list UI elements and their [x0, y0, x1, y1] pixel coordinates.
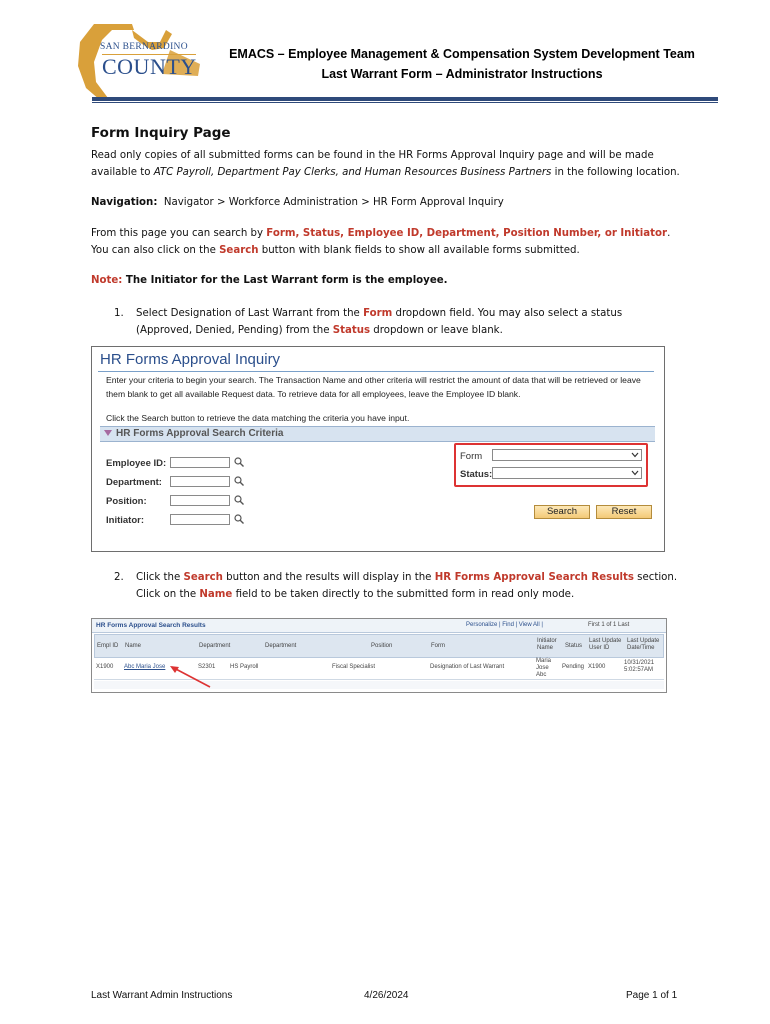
- note-line: [91, 272, 691, 289]
- initiator-search-icon[interactable]: [234, 514, 244, 524]
- step-1-part: dropdown field. You may also select a status (Approved, Denied, Pending) from the: [136, 308, 623, 336]
- step-2-results-word: HR Forms Approval Search Results: [434, 572, 634, 583]
- results-title: HR Forms Approval Search Results: [96, 622, 206, 629]
- footer-page-number: Page 1 of 1: [626, 990, 678, 1001]
- results-toolbar[interactable]: Personalize | Find | View All |: [466, 622, 543, 628]
- cell-emplid: X1900: [96, 664, 114, 670]
- status-label: Status:: [460, 469, 493, 480]
- col-update-time: Last Update Date/Time: [627, 638, 660, 651]
- county-logo: [72, 22, 212, 102]
- chevron-down-icon: [631, 470, 639, 476]
- cell-position: Fiscal Specialist: [332, 664, 376, 670]
- form-label: Form: [460, 451, 483, 462]
- step-1-status-word: Status: [332, 325, 371, 336]
- cell-department: S2301: [198, 664, 216, 670]
- step-1-form-word: Form: [363, 308, 393, 319]
- red-arrow-icon: [166, 663, 216, 691]
- col-department: Department: [199, 643, 231, 649]
- search-text-1: From this page you can search by: [91, 228, 267, 239]
- cell-initiator: Maria Jose Abc: [536, 658, 552, 678]
- intro-text-2: in the following location.: [551, 167, 680, 178]
- step-2-search-word: Search: [183, 572, 223, 583]
- intro-text-1: Read only copies of all submitted forms can be found in the HR Forms Approval Inquiry page and will be made available to: [91, 150, 654, 178]
- cell-form: Designation of Last Warrant: [430, 664, 505, 670]
- col-form: Form: [431, 643, 445, 649]
- step-2-part: field to be taken directly to the submitted form in read only mode.: [232, 589, 575, 600]
- results-header-row: [94, 634, 664, 658]
- cell-status: Pending: [562, 664, 585, 670]
- initiator-label: Initiator:: [106, 515, 144, 526]
- reset-button[interactable]: Reset: [596, 505, 652, 519]
- col-department-desc: Department: [265, 643, 297, 649]
- inquiry-description: Enter your criteria to begin your search. The Transaction Name and other criteria will restrict the amount of data that will be retrieved or leave them blank to get all available Request data. To retrieve data for all employees, leave the Employee ID blank.: [106, 375, 641, 399]
- position-search-icon[interactable]: [234, 495, 244, 505]
- note-text: The Initiator for the Last Warrant form is the employee.: [122, 275, 448, 286]
- col-update-user: Last Update User ID: [589, 638, 622, 651]
- navigation-line: [91, 194, 691, 211]
- nav-label: Navigation:: [91, 197, 158, 208]
- inquiry-click-text: Click the Search button to retrieve the data matching the criteria you have input.: [106, 413, 410, 423]
- step-1-text: [136, 305, 656, 339]
- logo-main-text: COUNTY: [102, 54, 197, 79]
- logo-top-text: SAN BERNARDINO: [100, 42, 188, 52]
- position-input[interactable]: [170, 495, 230, 506]
- chevron-down-icon: [631, 452, 639, 458]
- search-text-2: . You can also click on the: [91, 228, 671, 256]
- step-2-number: 2.: [114, 572, 124, 583]
- collapse-triangle-icon[interactable]: [104, 430, 112, 436]
- initiator-input[interactable]: [170, 514, 230, 525]
- hr-forms-inquiry-screenshot: [91, 346, 665, 552]
- step-2-part: Click the: [136, 572, 184, 583]
- step-2-part: section. Click on the: [136, 572, 678, 600]
- position-label: Position:: [106, 496, 147, 507]
- employee-id-search-icon[interactable]: [234, 457, 244, 467]
- nav-path: Navigator > Workforce Administration > HR Form Approval Inquiry: [163, 197, 504, 208]
- search-word: Search: [219, 245, 259, 256]
- search-criteria-label: HR Forms Approval Search Criteria: [116, 428, 284, 439]
- inquiry-title-rule: [98, 371, 654, 372]
- header-title-line1: EMACS – Employee Management & Compensation System Development Team: [229, 47, 695, 61]
- department-input[interactable]: [170, 476, 230, 487]
- search-criteria-header[interactable]: [100, 426, 655, 442]
- step-2-text: [136, 569, 681, 603]
- employee-id-label: Employee ID:: [106, 458, 167, 469]
- header-title-line2: Last Warrant Form – Administrator Instructions: [321, 67, 603, 81]
- col-position: Position: [371, 643, 393, 649]
- form-dropdown[interactable]: [492, 449, 642, 461]
- step-2-name-word: Name: [199, 589, 233, 600]
- footer-date: 4/26/2024: [364, 990, 409, 1001]
- department-search-icon[interactable]: [234, 476, 244, 486]
- col-status: Status: [565, 643, 583, 649]
- note-label: Note:: [91, 275, 123, 286]
- intro-roles: ATC Payroll, Department Pay Clerks, and Human Resources Business Partners: [153, 167, 552, 178]
- header-rule: [92, 97, 718, 101]
- col-initiator: Initiator Name: [537, 638, 557, 651]
- search-button[interactable]: Search: [534, 505, 590, 519]
- step-1-part: dropdown or leave blank.: [370, 325, 503, 336]
- status-dropdown[interactable]: [492, 467, 642, 479]
- step-1-part: Select Designation of Last Warrant from the: [136, 308, 364, 319]
- cell-update-user: X1900: [588, 664, 606, 670]
- cell-department-desc: HS Payroll: [230, 664, 259, 670]
- col-name: Name: [125, 643, 142, 649]
- step-1-number: 1.: [114, 308, 124, 319]
- search-results-screenshot: [91, 618, 667, 693]
- employee-id-input[interactable]: [170, 457, 230, 468]
- document-header: [212, 44, 712, 84]
- step-2-part: button and the results will display in the: [222, 572, 435, 583]
- results-title-bar: [92, 619, 666, 633]
- search-paragraph: [91, 225, 691, 259]
- section-heading: Form Inquiry Page: [91, 125, 231, 141]
- cell-update-time: 10/31/2021 5:02:57AM: [624, 660, 655, 673]
- form-status-highlight: [454, 443, 648, 487]
- cell-name-link[interactable]: Abc Maria Jose: [124, 664, 166, 670]
- search-text-3: button with blank fields to show all available forms submitted.: [258, 245, 580, 256]
- col-emplid: Empl ID: [97, 643, 119, 649]
- inquiry-title: HR Forms Approval Inquiry: [100, 351, 281, 368]
- intro-paragraph: [91, 147, 691, 181]
- results-pager[interactable]: First 1 of 1 Last: [588, 622, 630, 628]
- header-rule-thin: [92, 102, 718, 103]
- department-label: Department:: [106, 477, 162, 488]
- search-fields: Form, Status, Employee ID, Department, Position Number, or Initiator: [266, 228, 668, 239]
- footer-doc-title: Last Warrant Admin Instructions: [91, 990, 233, 1001]
